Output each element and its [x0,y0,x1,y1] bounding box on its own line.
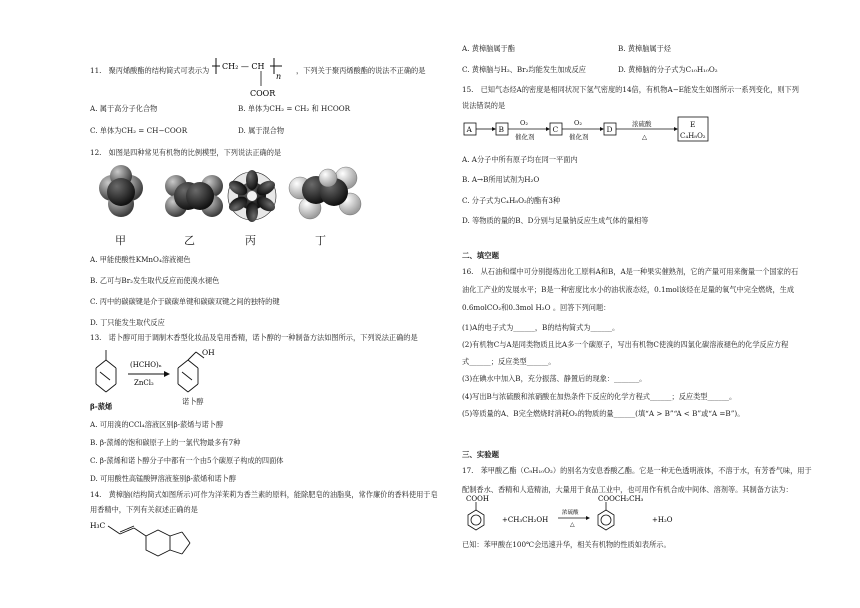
q13-option-b: B. β-蒎烯的饱和碳原子上的一氯代物最多有7种 [90,438,241,447]
q14-option-d: D. 黄樟脑的分子式为C₁₀H₁₀O₂ [618,65,718,74]
q14-option-b: B. 黄樟脑属于烃 [618,44,671,53]
methane-model [99,165,143,217]
q15-option-c: C. 分子式为C₄H₈O₂的酯有3种 [462,196,561,205]
q12-label-jia: 甲 [115,234,126,247]
q16-sub2-line1: (2)有机物C与A是同类物质且比A多一个碳原子，写出有机物C使溴的四氯化碳溶液褪色的化学反应方程 [462,340,789,349]
q16-line3: 0.6molCO₂和0.3mol H₂O 。回答下列问题： [462,303,611,312]
q17-catalyst-top: 浓硫酸 [562,510,579,516]
q17-reaction [462,494,722,534]
q17-left-group: COOH [466,495,489,503]
beta-pinene-structure [96,350,116,392]
q11-formula-group: COOR [250,89,276,98]
q12-models [88,162,388,230]
q11-formula-sub: n [276,72,282,81]
benzene-model [226,170,277,222]
q11-option-b: B. 单体为CH₂ = CH₂ 和 HCOOR [238,104,351,113]
q15-box-d: D [606,125,613,134]
q14-option-c: C. 黄樟脑与H₂、Br₂均能发生加成反应 [462,65,586,74]
q12-option-b: B. 乙可与Br₂发生取代反应而使溴水褪色 [90,276,220,285]
q16-sub3: (3)在碘水中加入B，充分振荡、静置后的现象：_______。 [462,374,647,383]
q15-box-e-formula: C₄H₈O₂ [680,132,706,140]
q13-right-group: OH [202,348,215,357]
q15-arrow2-top: O₂ [574,119,582,127]
q17-note: 已知：苯甲酸在100℃会迅速升华，相关有机物的性质如表所示。 [462,540,671,549]
q13-reagent-top: (HCHO)ₙ [130,361,162,369]
q15-box-c: C [552,125,559,134]
q13-option-d: D. 可用酸性高锰酸钾溶液鉴别β-蒎烯和诺卜醇 [90,474,237,483]
q17-line1: 17. 苯甲酸乙酯（C₉H₁₀O₂）的别名为安息香酸乙酯。它是一种无色透明液体，不溶于水，有芳香气味，用于 [462,466,812,475]
q15-line2: 说法错误的是 [462,101,506,110]
q17-plus-reagent: +CH₃CH₂OH [502,516,549,524]
section-heading-fill: 二、填空题 [462,251,499,260]
q16-sub4: (4)写出B与浓硫酸和浓硝酸在加热条件下反应的化学方程式______；反应类型______。 [462,392,737,401]
q14-group: H₃C [90,521,106,530]
q15-arrow3-top: 浓硫酸 [632,120,652,128]
ethylene-model [165,175,223,217]
q12-option-a: A. 甲能使酸性KMnO₄溶液褪色 [90,255,191,264]
q12-option-c: C. 丙中的碳碳键是介于碳碳单键和碳碳双键之间的独特的键 [90,297,280,306]
q13-reagent-bottom: ZnCl₂ [134,379,154,387]
q12-label-yi: 乙 [184,234,195,247]
q15-flow-diagram [462,114,762,148]
q11-formula [212,52,292,98]
q14-option-a: A. 黄樟脑属于酯 [462,44,515,53]
q15-box-e: E [690,120,696,129]
q15-arrow2-bottom: 催化剂 [569,133,589,141]
q15-line1: 15. 已知气态烃A的密度是相同状况下氢气密度的14倍，有机物A−E能发生如图所示一系列变化，则下列 [462,85,799,94]
q13-left-name: β-蒎烯 [90,402,113,411]
q11-formula-top: CH₂ — CH [222,62,265,71]
q16-line1: 16. 从石油和煤中可分别提炼出化工原料A和B，A是一种果实催熟剂，它的产量可用来衡量一个国家的石 [462,267,799,276]
q16-sub2-line2: 式______；反应类型______。 [462,357,556,366]
q11-option-c: C. 单体为CH₂ = CH−COOR [90,126,188,135]
q12-option-d: D. 丁只能发生取代反应 [90,318,165,327]
q13-reaction [88,342,228,408]
q15-arrow1-bottom: 催化剂 [515,133,535,141]
section-heading-experiment: 三、实验题 [462,450,499,459]
q16-sub1: (1)A的电子式为______，B的结构简式为______。 [462,323,620,332]
q14-structure [88,514,218,566]
q17-line2: 配制香水、香精和人造精油，大量用于食品工业中，也可用作有机合成中间体、溶剂等。其制备方法为： [462,485,793,494]
q15-arrow3-bottom: △ [642,133,647,141]
q15-option-a: A. A分子中所有原子均在同一平面内 [462,155,578,164]
q12-label-bing: 丙 [245,234,256,247]
q15-arrow1-top: O₂ [520,119,528,127]
q14-line1: 14. 黄樟脑(结构简式如图所示)可作为洋茉莉为香兰素的原料，能除肥皂的油脂臭，常作廉价的香料使用于皂 [90,490,438,499]
q11-suffix: ，下列关于聚丙烯酸酯的说法不正确的是 [296,66,426,75]
q11-prefix: 11. 聚丙烯酸酯的结构简式可表示为 [90,66,210,75]
right-column [430,0,860,608]
q15-box-a: A [466,125,472,134]
q11-option-a: A. 属于高分子化合物 [90,104,158,113]
q17-right-group: COOCH₂CH₃ [598,495,644,503]
q13-option-a: A. 可用溴的CCl₄溶液区别β-蒎烯与诺卜醇 [90,420,224,429]
q17-catalyst-bottom: △ [570,521,575,528]
q15-option-d: D. 等物质的量的B、D分别与足量钠反应生成气体的量相等 [462,216,649,225]
ethanol-model [289,167,361,219]
q16-sub5: (5)等质量的A、B完全燃烧时消耗O₂的物质的量______(填“A > B”“A < B”或“A =B”)。 [462,409,745,418]
q13-stem: 13. 诺卜醇可用于调制木香型化妆品及皂用香精，诺卜醇的一种制备方法如图所示，下列说法正确的是 [90,333,418,342]
q17-plus-water: +H₂O [652,516,673,524]
q12-label-ding: 丁 [315,234,326,247]
q15-box-b: B [498,125,505,134]
q16-line2: 油化工产业的发展水平；B是一种密度比水小的油状液态烃，0.1mol该烃在足量的氧气中完全燃烧，生成 [462,285,795,294]
q14-line2: 用香精中，下列有关叙述正确的是 [90,505,198,514]
q15-option-b: B. A→B所用试剂为H₂O [462,175,540,184]
q13-right-name: 诺卜醇 [182,397,204,406]
q11-option-d: D. 属于混合物 [238,126,285,135]
nopol-structure [178,352,204,392]
q12-stem: 12. 如图是四种常见有机物的比例模型，下列说法正确的是 [90,148,282,157]
q13-option-c: C. β-蒎烯和诺卜醇分子中都有一个由5个碳原子构成的四面体 [90,456,284,465]
